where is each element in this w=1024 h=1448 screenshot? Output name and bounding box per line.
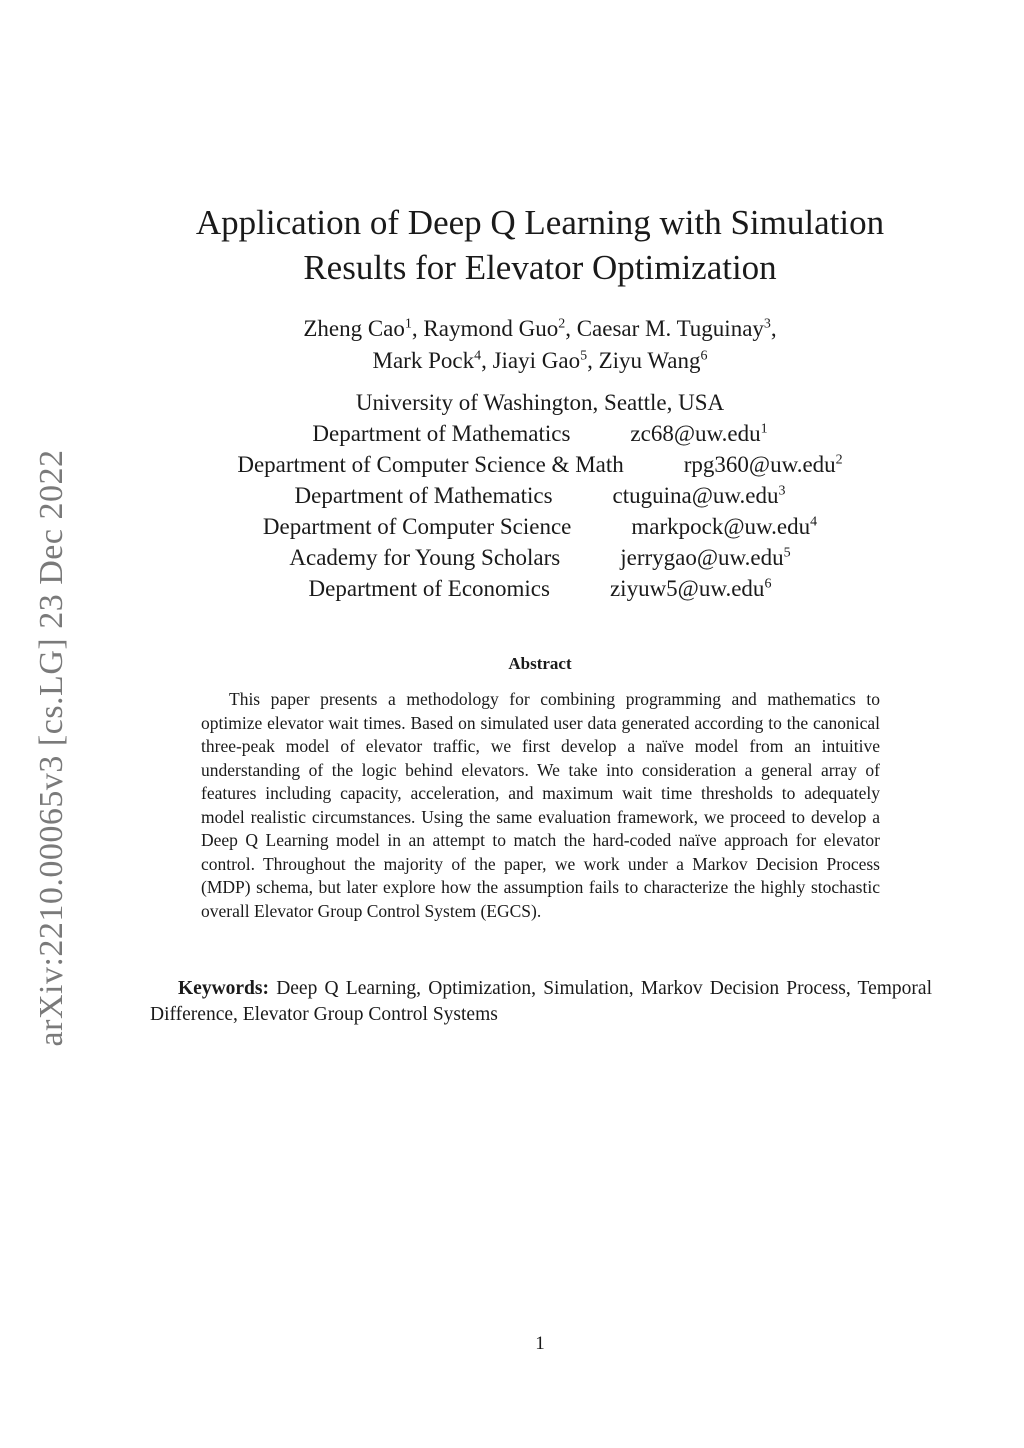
- affiliation-row: [130, 449, 950, 480]
- author-name: Mark Pock: [372, 348, 475, 373]
- paper-title-line-2: Results for Elevator Optimization: [303, 248, 777, 287]
- affiliation-marker: 2: [835, 452, 843, 468]
- affiliation-email[interactable]: [613, 480, 786, 511]
- affiliation-department: Academy for Young Scholars: [289, 545, 561, 570]
- affiliation-marker: 5: [783, 545, 791, 561]
- author-affiliation-marker: 3: [763, 316, 771, 332]
- affiliation-marker: 4: [810, 514, 818, 530]
- author-name: Caesar M. Tuguinay: [576, 316, 764, 341]
- author-name: Zheng Cao: [303, 316, 405, 341]
- affiliation-marker: 6: [764, 576, 772, 592]
- affiliation-department: Department of Mathematics: [294, 483, 553, 508]
- affiliation-email[interactable]: [620, 542, 790, 573]
- author-affiliation-marker: 6: [700, 348, 708, 364]
- author-affiliation-marker: 4: [474, 348, 482, 364]
- affiliation-row: [130, 511, 950, 542]
- author-name: Jiayi Gao: [492, 348, 581, 373]
- abstract-heading: Abstract: [508, 654, 572, 673]
- paper-title: [130, 200, 950, 290]
- author-affiliation-marker: 2: [558, 316, 566, 332]
- affiliation-row: [130, 418, 950, 449]
- affiliation-row: [130, 480, 950, 511]
- affiliation-department: Department of Computer Science: [262, 514, 572, 539]
- email-address[interactable]: ziyuw5@uw.edu: [609, 576, 765, 601]
- email-address[interactable]: markpock@uw.edu: [631, 514, 811, 539]
- author-line-2: Mark Pock$^4$, Jiayi Gao$^5$, Ziyu Wang$^6$: [372, 348, 708, 373]
- email-address[interactable]: jerrygao@uw.edu: [620, 545, 784, 570]
- author-list: [130, 313, 950, 377]
- email-address[interactable]: ctuguina@uw.edu: [612, 483, 779, 508]
- keywords-paragraph: [150, 976, 932, 1028]
- author-affiliation-marker: 5: [580, 348, 588, 364]
- affiliation-marker: 3: [778, 483, 786, 499]
- keywords-label: Keywords:: [178, 978, 269, 999]
- keywords-text: Deep Q Learning, Optimization, Simulation, Markov Decision Process, Temporal Difference, Elevator Group Control Systems: [150, 978, 932, 1025]
- arxiv-identifier-stamp: arXiv:2210.00065v3 [cs.LG] 23 Dec 2022: [33, 449, 70, 1047]
- author-name: Ziyu Wang: [598, 348, 701, 373]
- affiliation-email[interactable]: [684, 449, 843, 480]
- email-address[interactable]: zc68@uw.edu: [630, 421, 761, 446]
- affiliation-row: [130, 573, 950, 604]
- paper-title-line-1: Application of Deep Q Learning with Simulation: [195, 203, 885, 242]
- affiliation-email[interactable]: [631, 511, 817, 542]
- affiliation-email[interactable]: [630, 418, 767, 449]
- abstract-body: This paper presents a methodology for combining programming and mathematics to optimize elevator wait times. Based on simulated user data generated according to the canonical three-peak model of elevator traffic, we first develop a naïve model from an intuitive understanding of the logic behind elevators. We take into consideration a general array of features including capacity, acceleration, and maximum wait time thresholds to adequately model realistic circumstances. Using the same evaluation framework, we proceed to develop a Deep Q Learning model in an attempt to match the hard-coded naïve approach for elevator control. Throughout the majority of the paper, we work under a Markov Decision Process (MDP) schema, but later explore how the assumption fails to characterize the highly stochastic overall Elevator Group Control System (EGCS).: [201, 689, 880, 921]
- author-line-1: Zheng Cao$^1$, Raymond Guo$^2$, Caesar M. Tuguinay$^3$,: [303, 316, 777, 341]
- affiliation-marker: 1: [760, 421, 768, 437]
- email-address[interactable]: rpg360@uw.edu: [683, 452, 836, 477]
- author-affiliation-marker: 1: [404, 316, 412, 332]
- affiliation-row: [130, 542, 950, 573]
- author-name: Raymond Guo: [423, 316, 559, 341]
- affiliation-department: Department of Mathematics: [312, 421, 571, 446]
- affiliation-email[interactable]: [610, 573, 771, 604]
- affiliation-department: Department of Economics: [308, 576, 550, 601]
- page-number: 1: [535, 1333, 545, 1354]
- university-line: University of Washington, Seattle, USA: [355, 390, 725, 415]
- affiliation-department: Department of Computer Science & Math: [237, 452, 624, 477]
